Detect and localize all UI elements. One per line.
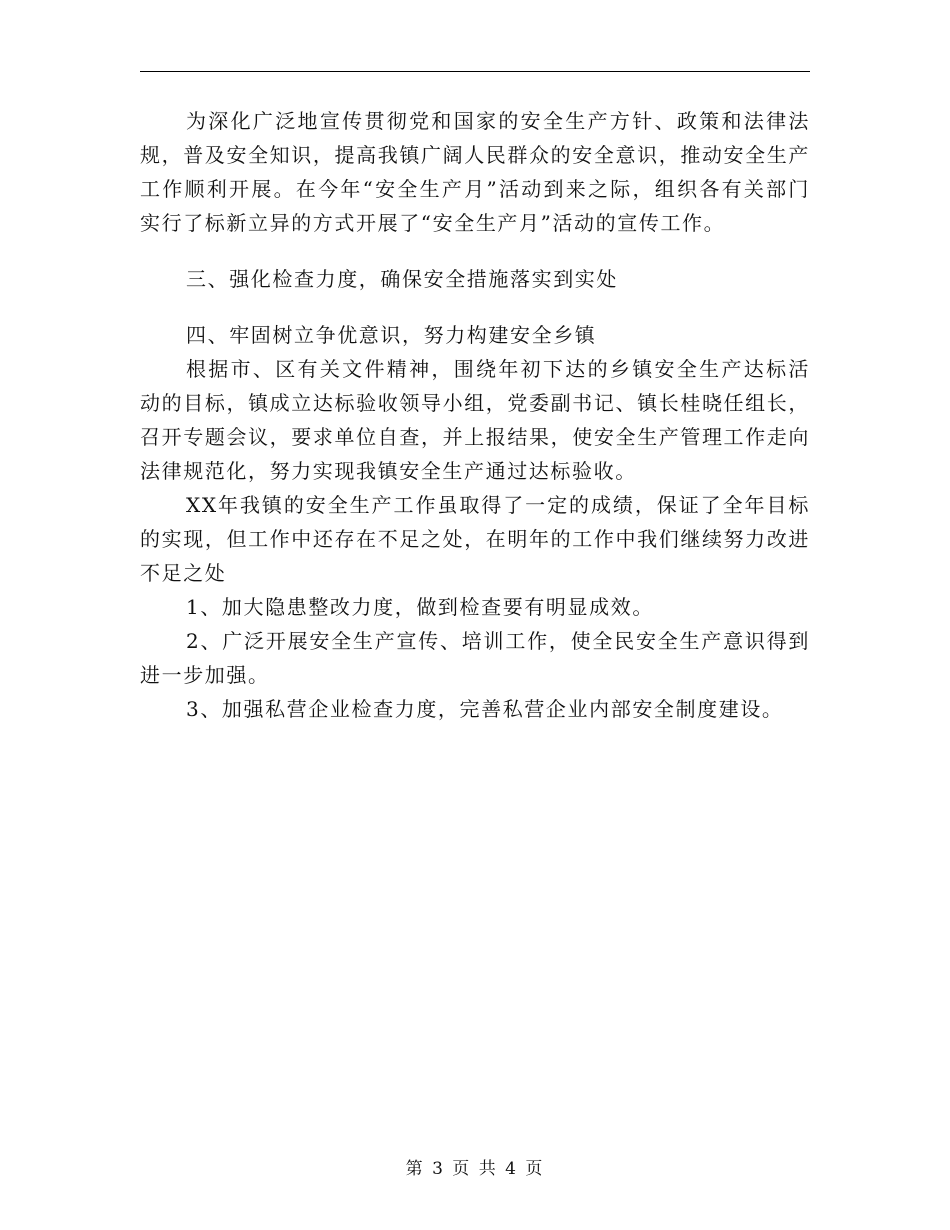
intro-paragraph: 为深化广泛地宣传贯彻党和国家的安全生产方针、政策和法律法规，普及安全知识，提高我镇广阔人民群众的安全意识，推动安全生产工作顺利开展。在今年“安全生产月”活动到来之际，组织各有关部门实行了标新立异的方式开展了“安全生产月”活动的宣传工作。 [140, 109, 810, 235]
header-rule [140, 71, 810, 72]
section-heading-3: 三、强化检查力度，确保安全措施落实到实处 [186, 267, 618, 291]
list-item: 3、加强私营企业检查力度，完善私营企业内部安全制度建设。 [186, 697, 784, 721]
list-item: 1、加大隐患整改力度，做到检查要有明显成效。 [186, 595, 654, 619]
section-heading-4: 四、牢固树立争优意识，努力构建安全乡镇 [186, 323, 597, 347]
body-paragraph: 根据市、区有关文件精神，围绕年初下达的乡镇安全生产达标活动的目标，镇成立达标验收领导小组，党委副书记、镇长桂晓任组长，召开专题会议，要求单位自查，并上报结果，使安全生产管理工作走向法律规范化，努力实现我镇安全生产通过达标验收。 [140, 357, 810, 483]
list-item: 2、广泛开展安全生产宣传、培训工作，使全民安全生产意识得到进一步加强。 [140, 629, 810, 687]
page-number: 第 3 页 共 4 页 [405, 1159, 545, 1179]
document-body [140, 104, 810, 726]
summary-paragraph: XX年我镇的安全生产工作虽取得了一定的成绩，保证了全年目标的实现，但工作中还存在不足之处，在明年的工作中我们继续努力改进不足之处 [140, 493, 810, 585]
